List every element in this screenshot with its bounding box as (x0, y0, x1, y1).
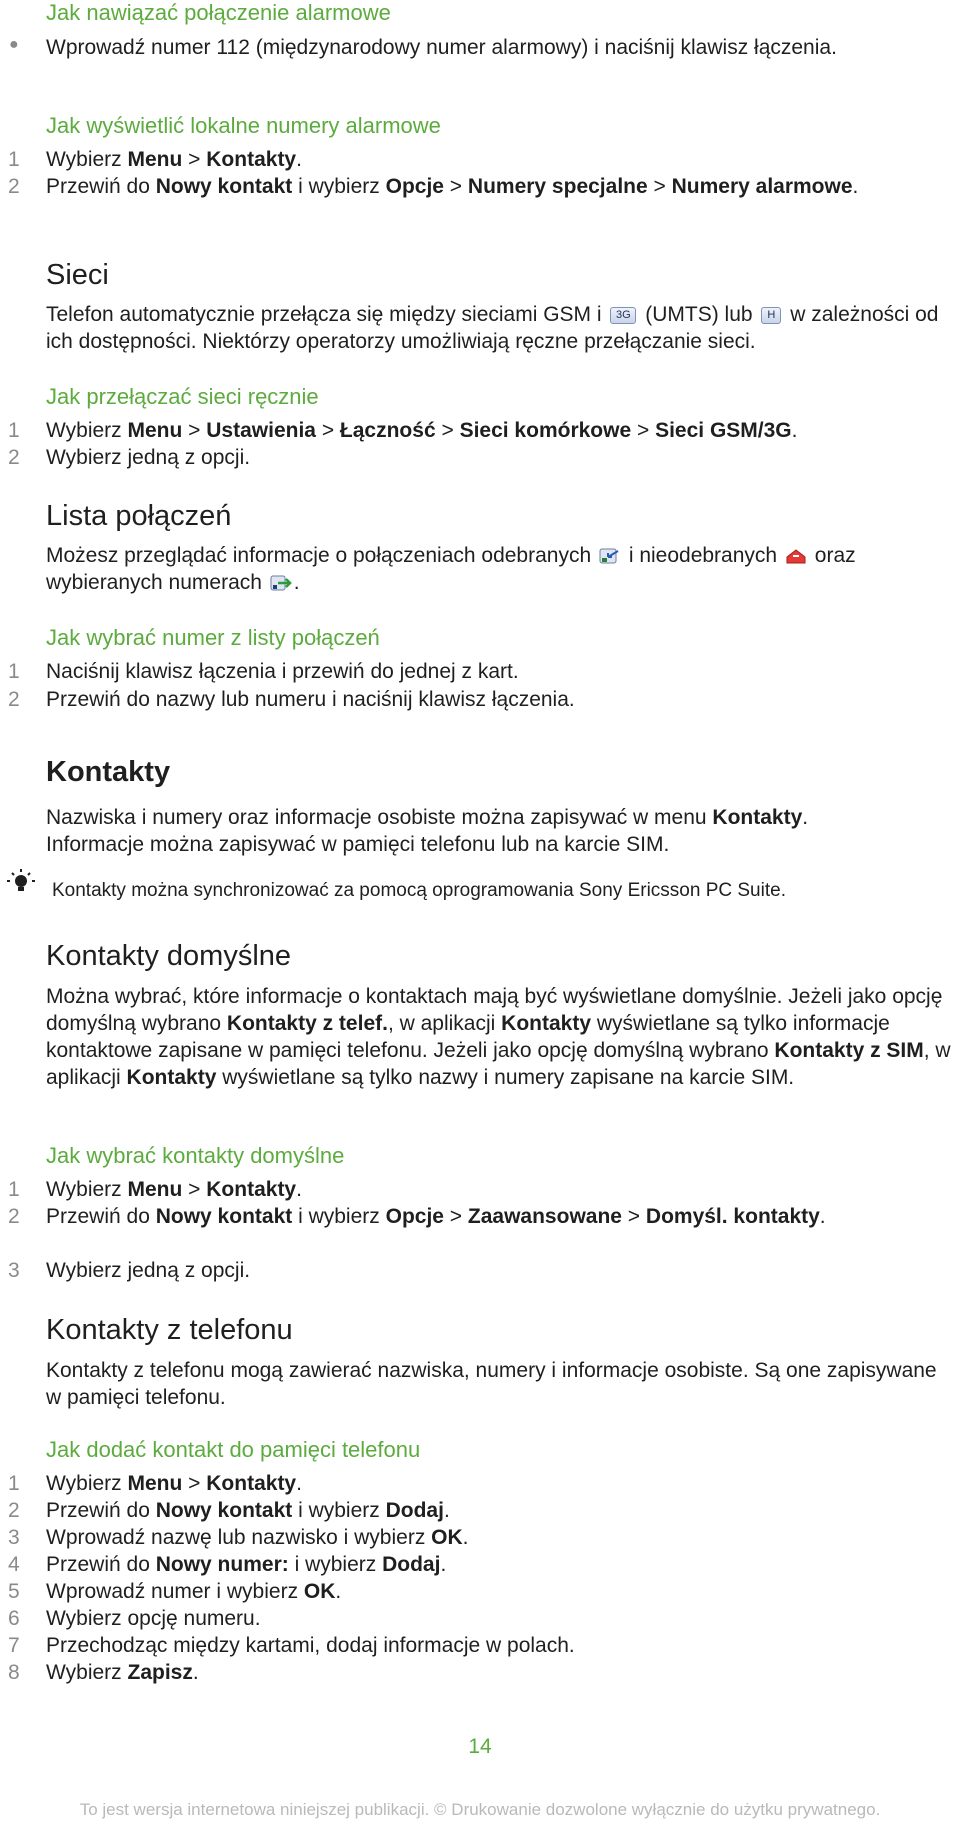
step-number: 2 (8, 175, 20, 198)
section-title: Sieci (46, 259, 109, 291)
paragraph: Nazwiska i numery oraz informacje osobiste można zapisywać w menu Kontakty. Informacje można zapisywać w pamięci telefonu lub na karcie SIM. (46, 806, 809, 856)
section-heading: Jak przełączać sieci ręcznie (46, 384, 319, 409)
step-number: 2 (8, 1205, 20, 1228)
tip-lightbulb-icon (6, 868, 36, 898)
step-number: 1 (8, 660, 20, 683)
step-text: Wprowadź nazwę lub nazwisko i wybierz OK. (46, 1526, 469, 1549)
3g-network-icon: 3G (610, 307, 636, 324)
step-text: Wybierz Menu > Ustawienia > Łączność > Sieci komórkowe > Sieci GSM/3G. (46, 419, 798, 442)
step-number: 1 (8, 1472, 20, 1495)
section-heading: Jak wyświetlić lokalne numery alarmowe (46, 113, 441, 138)
step-number: 7 (8, 1634, 20, 1657)
step-number: 8 (8, 1661, 20, 1684)
step-text: Przewiń do nazwy lub numeru i naciśnij klawisz łączenia. (46, 688, 575, 711)
step-text: Przewiń do Nowy kontakt i wybierz Opcje > Numery specjalne > Numery alarmowe. (46, 175, 859, 198)
step-number: 3 (8, 1526, 20, 1549)
step-number: 2 (8, 1499, 20, 1522)
hsdpa-network-icon: H (761, 307, 781, 324)
step-number: 4 (8, 1553, 20, 1576)
footer-note: To jest wersja internetowa niniejszej publikacji. © Drukowanie dozwolone wyłącznie do użytku prywatnego. (79, 1800, 881, 1819)
step-number: 2 (8, 446, 20, 469)
step-text: Przechodząc między kartami, dodaj informacje w polach. (46, 1634, 575, 1657)
missed-call-icon (785, 547, 807, 565)
section-heading: Jak dodać kontakt do pamięci telefonu (46, 1437, 421, 1462)
step-text: Wybierz jedną z opcji. (46, 446, 251, 469)
bullet-text: Wprowadź numer 112 (międzynarodowy numer alarmowy) i naciśnij klawisz łączenia. (46, 36, 837, 59)
paragraph: Telefon automatycznie przełącza się między sieciami GSM i 3G (UMTS) lub H w zależności od ich dostępności. Niektórzy operatorzy umożliwiają ręczne przełączanie sieci. (46, 303, 939, 353)
step-text: Przewiń do Nowy kontakt i wybierz Dodaj. (46, 1499, 450, 1522)
step-number: 1 (8, 1178, 20, 1201)
section-title: Lista połączeń (46, 500, 232, 532)
step-text: Wybierz Menu > Kontakty. (46, 1178, 302, 1201)
step-text: Wybierz opcję numeru. (46, 1607, 261, 1630)
tip-text: Kontakty można synchronizować za pomocą oprogramowania Sony Ericsson PC Suite. (52, 880, 786, 901)
paragraph: Kontakty z telefonu mogą zawierać nazwiska, numery i informacje osobiste. Są one zapisywane w pamięci telefonu. (46, 1359, 937, 1409)
step-text: Przewiń do Nowy kontakt i wybierz Opcje > Zaawansowane > Domyśl. kontakty. (46, 1205, 826, 1228)
step-text: Wybierz Zapisz. (46, 1661, 199, 1684)
step-text: Naciśnij klawisz łączenia i przewiń do jednej z kart. (46, 660, 519, 683)
step-number: 1 (8, 148, 20, 171)
paragraph: Można wybrać, które informacje o kontaktach mają być wyświetlane domyślnie. Jeżeli jako opcję domyślną wybrano Kontakty z telef., w aplikacji Kontakty wyświetlane są tylko informacje kontaktowe zapisane w pamięci telefonu. Jeżeli jako opcję domyślną wybrano Kontakty z SIM, w aplikacji Kontakty wyświetlane są tylko nazwy i numery zapisane na karcie SIM. (46, 985, 951, 1089)
step-number: 3 (8, 1259, 20, 1282)
step-text: Wprowadź numer i wybierz OK. (46, 1580, 342, 1603)
step-number: 1 (8, 419, 20, 442)
section-title: Kontakty z telefonu (46, 1314, 293, 1346)
section-heading: Jak wybrać numer z listy połączeń (46, 625, 380, 650)
paragraph: Możesz przeglądać informacje o połączeniach odebranych i nieodebranych oraz wybieranych numerach . (46, 544, 856, 594)
page-number: 14 (468, 1735, 492, 1758)
step-text: Wybierz Menu > Kontakty. (46, 1472, 302, 1495)
step-number: 6 (8, 1607, 20, 1630)
step-number: 5 (8, 1580, 20, 1603)
step-text: Wybierz Menu > Kontakty. (46, 148, 302, 171)
section-title: Kontakty domyślne (46, 940, 292, 972)
received-call-icon (599, 547, 621, 565)
section-heading: Jak wybrać kontakty domyślne (46, 1143, 345, 1168)
step-text: Przewiń do Nowy numer: i wybierz Dodaj. (46, 1553, 447, 1576)
section-title: Kontakty (46, 756, 171, 788)
bullet-dot: ● (9, 36, 19, 53)
step-number: 2 (8, 688, 20, 711)
section-heading: Jak nawiązać połączenie alarmowe (46, 0, 391, 25)
step-text: Wybierz jedną z opcji. (46, 1259, 251, 1282)
dialled-call-icon (270, 574, 292, 592)
